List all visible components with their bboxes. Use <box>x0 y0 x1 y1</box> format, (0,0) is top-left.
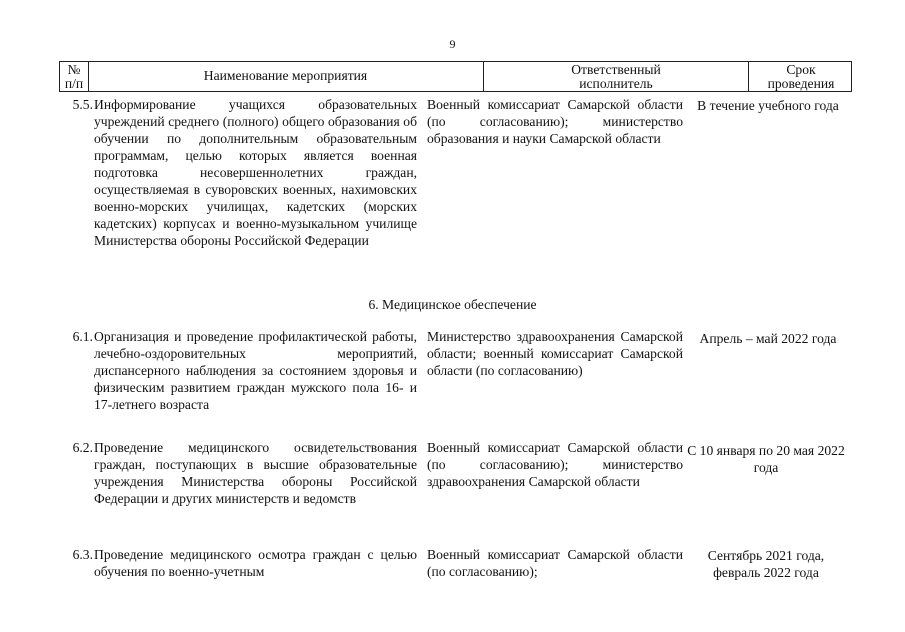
row-activity: Проведение медицинского освидетельствования граждан, поступающих в высшие образовательные учреждения Министерства обороны Российской Федерации и других министерств и ведомств <box>94 440 417 506</box>
row-responsible: Военный комиссариат Самарской области (по согласованию); министерство здравоохранения Самарской области <box>427 440 683 489</box>
section-title: 6. Медицинское обеспечение <box>368 297 537 312</box>
row-responsible: Военный комиссариат Самарской области (по согласованию); министерство образования и науки Самарской области <box>427 97 683 146</box>
page-number: 9 <box>449 37 456 51</box>
row-number: 6.3. <box>72 547 93 562</box>
row-deadline: В течение учебного года <box>697 98 839 113</box>
row-responsible: Министерство здравоохранения Самарской области; военный комиссариат Самарской области (по согласованию) <box>427 329 683 378</box>
row-responsible: Военный комиссариат Самарской области (по согласованию); <box>427 547 683 579</box>
row-activity: Проведение медицинского осмотра граждан с целью обучения по военно-учетным <box>94 547 417 579</box>
header-name: Наименование мероприятия <box>203 68 368 83</box>
header-deadline: Срок проведения <box>767 62 835 91</box>
row-number: 5.5. <box>72 97 93 112</box>
row-activity: Информирование учащихся образовательных учреждений среднего (полного) общего образования об обучении по дополнительным образовательным программам, целью которых является военная подготовка несовершеннолетних граждан, осуществляемая в суворовских военных, нахимовских военно-морских училищах, кадетских (морских кадетских) корпусах и военно-музыкальном училище Министерства обороны Российской Федерации <box>94 97 417 248</box>
header-num: № п/п <box>64 62 84 91</box>
row-number: 6.2. <box>72 440 93 455</box>
row-deadline: Апрель – май 2022 года <box>699 331 837 346</box>
row-deadline: С 10 января по 20 мая 2022 года <box>687 443 845 475</box>
table-header <box>59 61 852 92</box>
row-deadline: Сентябрь 2021 года, февраль 2022 года <box>707 548 825 580</box>
row-number: 6.1. <box>72 329 93 344</box>
header-responsible: Ответственный исполнитель <box>571 62 661 91</box>
row-activity: Организация и проведение профилактической работы, лечебно-оздоровительных мероприятий, диспансерного наблюдения за состоянием здоровья и физическим развитием граждан мужского пола 16- и 17-летнего возраста <box>94 329 417 412</box>
